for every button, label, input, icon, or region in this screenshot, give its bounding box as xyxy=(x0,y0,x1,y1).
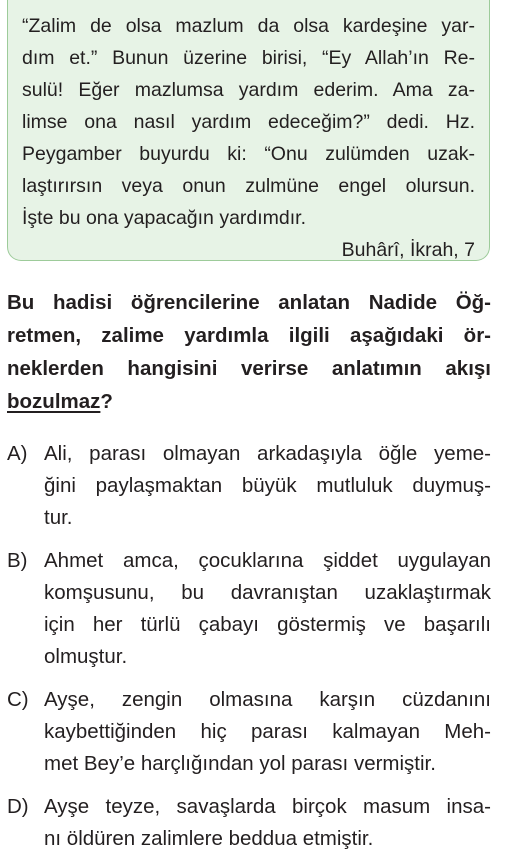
option-line: ğini paylaşmaktan büyük mutluluk duymuş- xyxy=(44,474,491,497)
option-text xyxy=(44,791,491,855)
quote-line: dım et.” Bunun üzerine birisi, “Ey Allah’ın Re- xyxy=(22,47,475,69)
option-a[interactable] xyxy=(7,438,491,534)
answer-options xyxy=(7,438,491,866)
quote-line: İşte bu ona yapacağın yardımdır. xyxy=(22,207,307,229)
quote-line: limse ona nasıl yardım edeceğim?” dedi. Hz. xyxy=(22,111,475,133)
option-text xyxy=(44,684,491,780)
quote-line: sulü! Eğer mazlumsa yardım ederim. Ama za- xyxy=(22,79,475,101)
question-line: neklerden hangisini verirse anlatımın akışı xyxy=(7,357,491,380)
option-line: Ayşe, zengin olmasına karşın cüzdanını xyxy=(44,688,491,711)
option-line: komşusunu, bu davranıştan uzaklaştırmak xyxy=(44,581,491,604)
option-line: nı öldüren zalimlere beddua etmiştir. xyxy=(44,827,374,850)
hadith-source: Buhârî, İkrah, 7 xyxy=(341,239,475,261)
option-letter: A) xyxy=(7,442,28,465)
option-b[interactable] xyxy=(7,545,491,673)
option-d[interactable] xyxy=(7,791,491,855)
option-line: olmuştur. xyxy=(44,645,128,668)
option-c[interactable] xyxy=(7,684,491,780)
option-letter: D) xyxy=(7,795,29,818)
question-line-last xyxy=(7,385,491,418)
option-line: Ayşe teyze, savaşlarda birçok masum insa- xyxy=(44,795,491,818)
hadith-quote-box xyxy=(7,0,490,261)
quote-line: “Zalim de olsa mazlum da olsa kardeşine yar- xyxy=(22,15,475,37)
option-line: met Bey’e harçlığından yol parası vermiştir. xyxy=(44,752,436,775)
option-line: kaybettiğinden hiç parası kalmayan Meh- xyxy=(44,720,491,743)
option-text xyxy=(44,545,491,673)
option-line: için her türlü çabayı göstermiş ve başarılı xyxy=(44,613,491,636)
option-letter: C) xyxy=(7,688,29,711)
option-text xyxy=(44,438,491,534)
quote-line: laştırırsın veya onun zulmüne engel olursun. xyxy=(22,175,475,197)
option-line: Ahmet amca, çocuklarına şiddet uygulayan xyxy=(44,549,491,572)
question-line: retmen, zalime yardımla ilgili aşağıdaki ör- xyxy=(7,324,491,347)
option-line: Ali, parası olmayan arkadaşıyla öğle yeme- xyxy=(44,442,491,465)
option-letter: B) xyxy=(7,549,28,572)
quote-line: Peygamber buyurdu ki: “Onu zulümden uzak- xyxy=(22,143,475,165)
question-emphasis: bozulmaz xyxy=(7,390,101,413)
question-stem xyxy=(7,286,491,418)
question-mark: ? xyxy=(100,390,113,413)
option-line: tur. xyxy=(44,506,73,529)
question-line: Bu hadisi öğrencilerine anlatan Nadide Öğ- xyxy=(7,291,491,314)
